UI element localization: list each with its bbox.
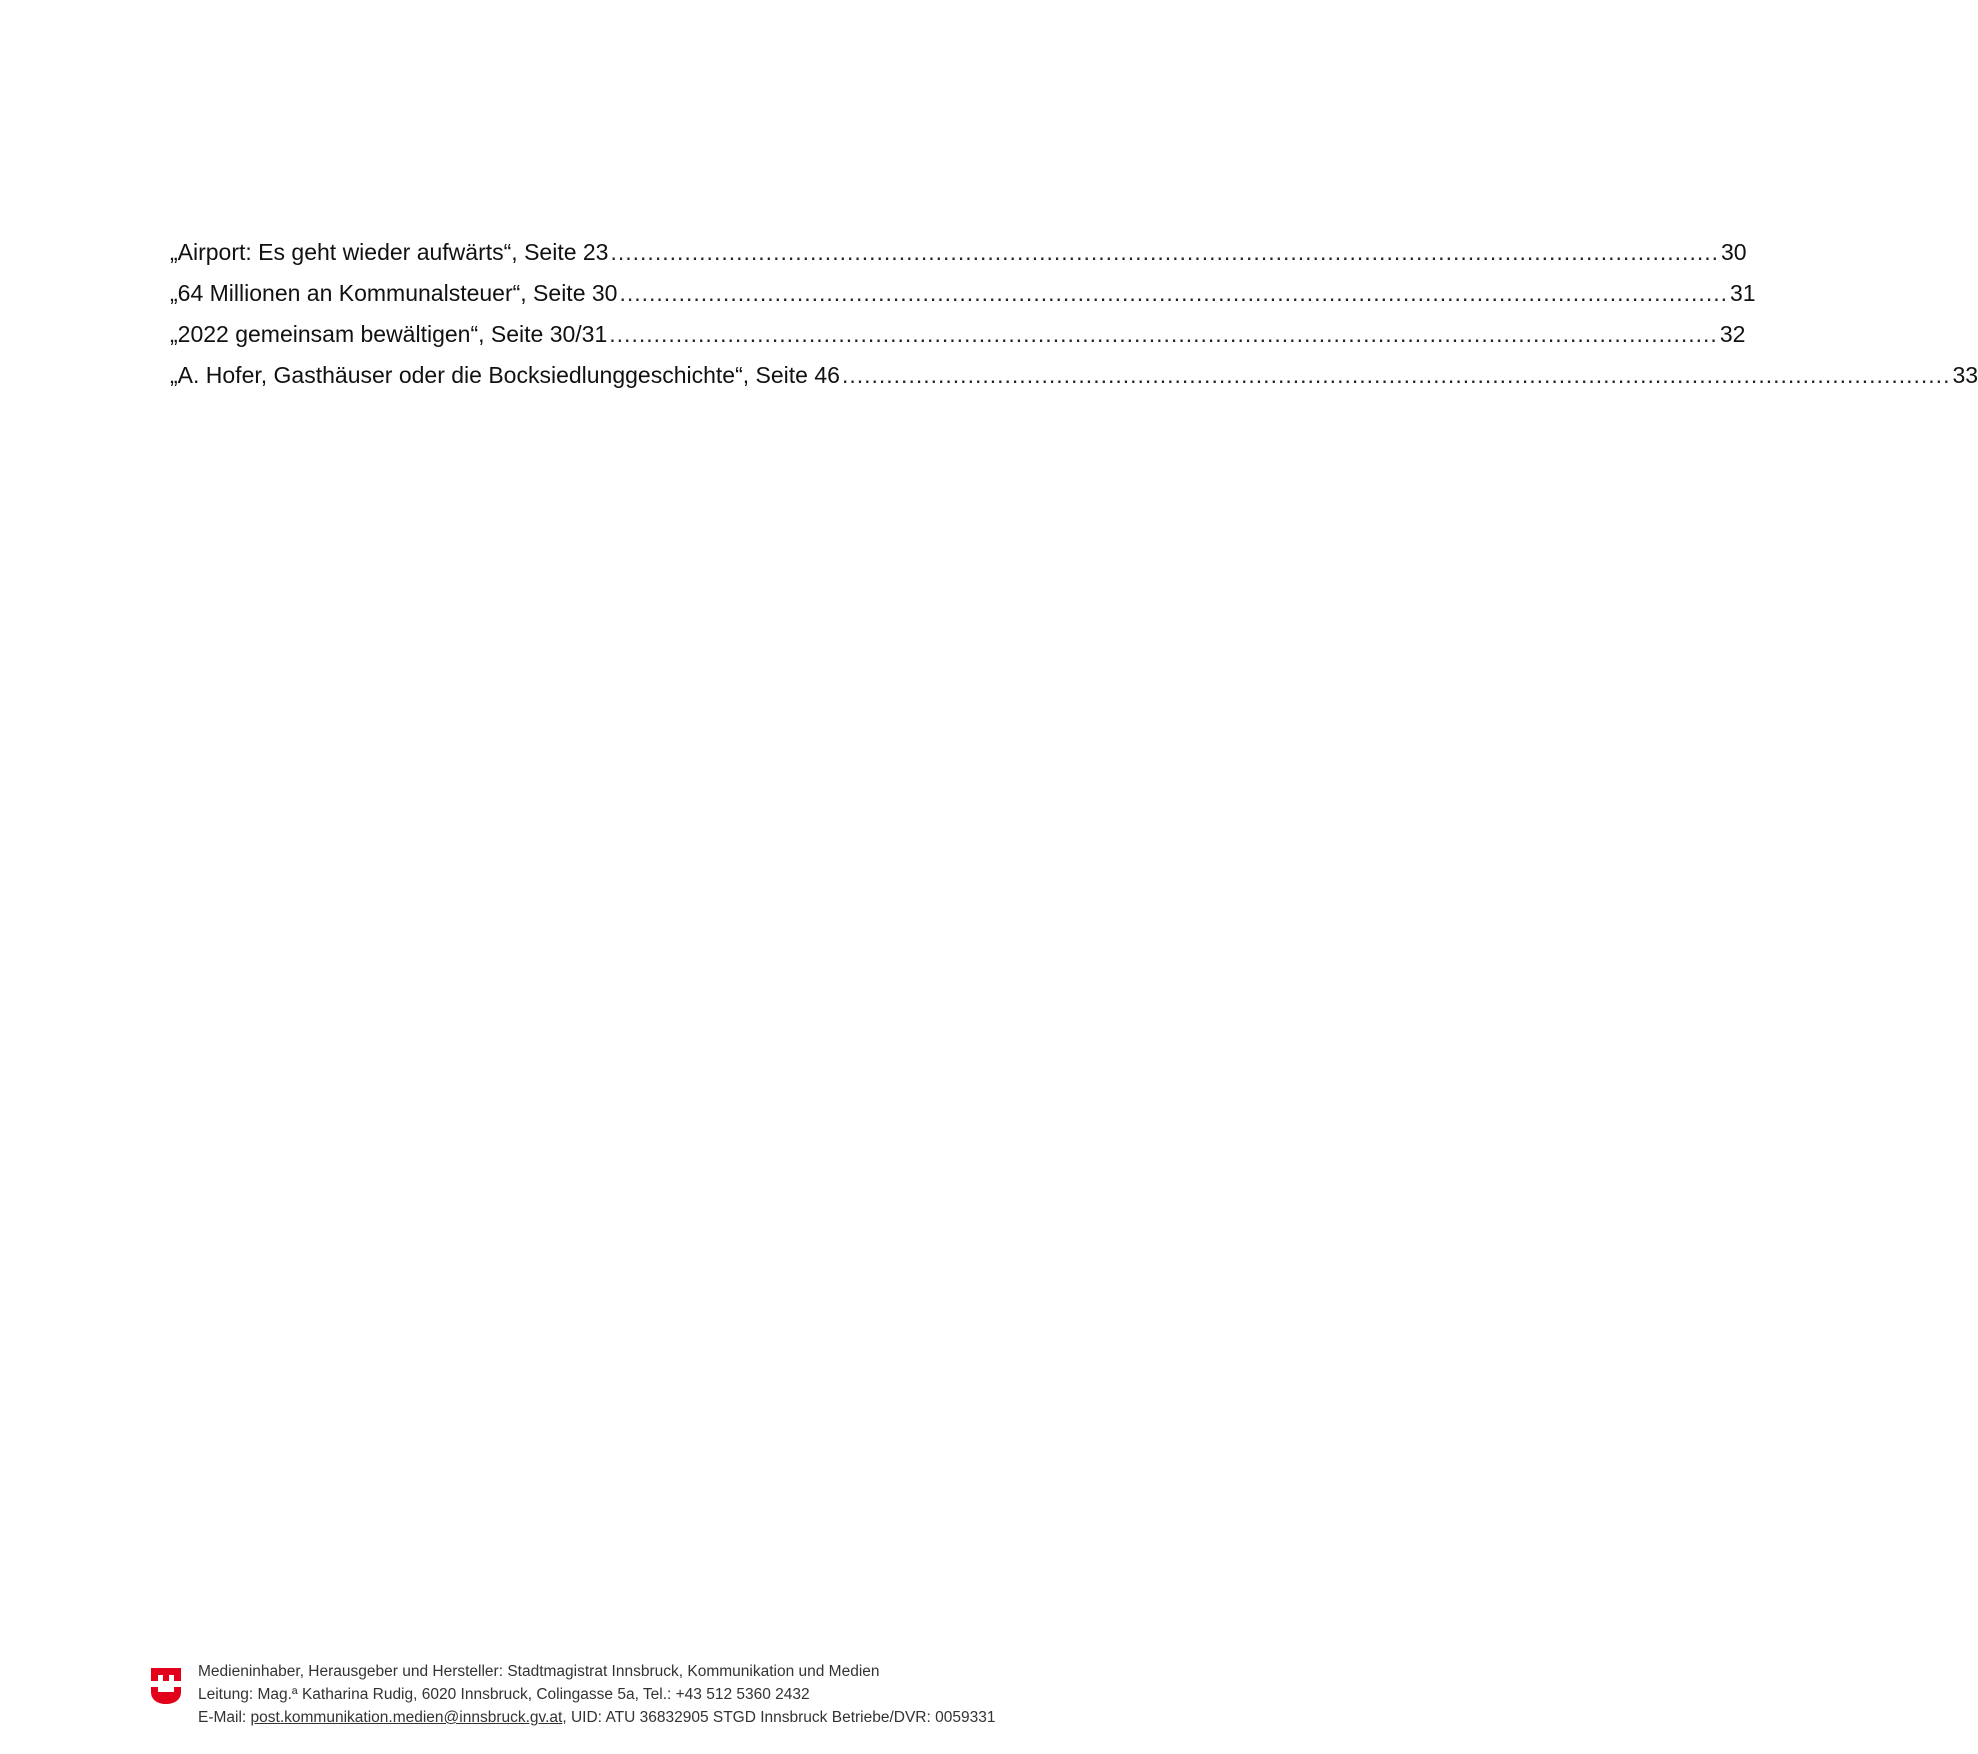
toc-entry[interactable] — [170, 314, 1746, 355]
toc-entry-title[interactable]: „2022 gemeinsam bewältigen“, Seite 30/31 — [170, 321, 608, 347]
toc-dot-leader: ...................................................................................................................................................... — [619, 280, 1728, 306]
email-link[interactable]: post.kommunikation.medien@innsbruck.gv.at — [250, 1709, 563, 1726]
toc-entry[interactable] — [170, 232, 1747, 273]
toc-entry-page[interactable]: 32 — [1719, 321, 1746, 347]
imprint-publisher-line: Medieninhaber, Herausgeber und Hersteller: Stadtmagistrat Innsbruck, Kommunikation und Medien — [198, 1663, 880, 1680]
imprint-text — [198, 1660, 995, 1729]
page-footer — [150, 1660, 1110, 1740]
toc-dot-leader: ...................................................................................................................................................... — [609, 321, 1718, 347]
table-of-contents — [170, 232, 1978, 396]
toc-entry[interactable] — [170, 273, 1756, 314]
email-label: E-Mail: — [198, 1709, 251, 1726]
toc-entry[interactable] — [170, 355, 1978, 396]
toc-entry-title[interactable]: „64 Millionen an Kommunalsteuer“, Seite 30 — [170, 280, 618, 306]
imprint-contact-line — [198, 1706, 995, 1729]
toc-entry-page[interactable]: 31 — [1730, 280, 1756, 306]
innsbruck-city-logo-icon — [150, 1664, 182, 1704]
toc-entry-page[interactable]: 30 — [1721, 239, 1747, 265]
toc-dot-leader: ...................................................................................................................................................... — [841, 362, 1951, 388]
toc-entry-page[interactable]: 33 — [1952, 362, 1978, 388]
toc-entry-title[interactable]: „A. Hofer, Gasthäuser oder die Bocksiedlunggeschichte“, Seite 46 — [170, 362, 840, 388]
uid-dvr-text: , UID: ATU 36832905 STGD Innsbruck Betriebe/DVR: 0059331 — [562, 1709, 996, 1726]
imprint-management-line: Leitung: Mag.ª Katharina Rudig, 6020 Innsbruck, Colingasse 5a, Tel.: +43 512 5360 2432 — [198, 1686, 810, 1703]
toc-dot-leader: ...................................................................................................................................................... — [610, 239, 1720, 265]
toc-entry-title[interactable]: „Airport: Es geht wieder aufwärts“, Seite 23 — [170, 239, 609, 265]
